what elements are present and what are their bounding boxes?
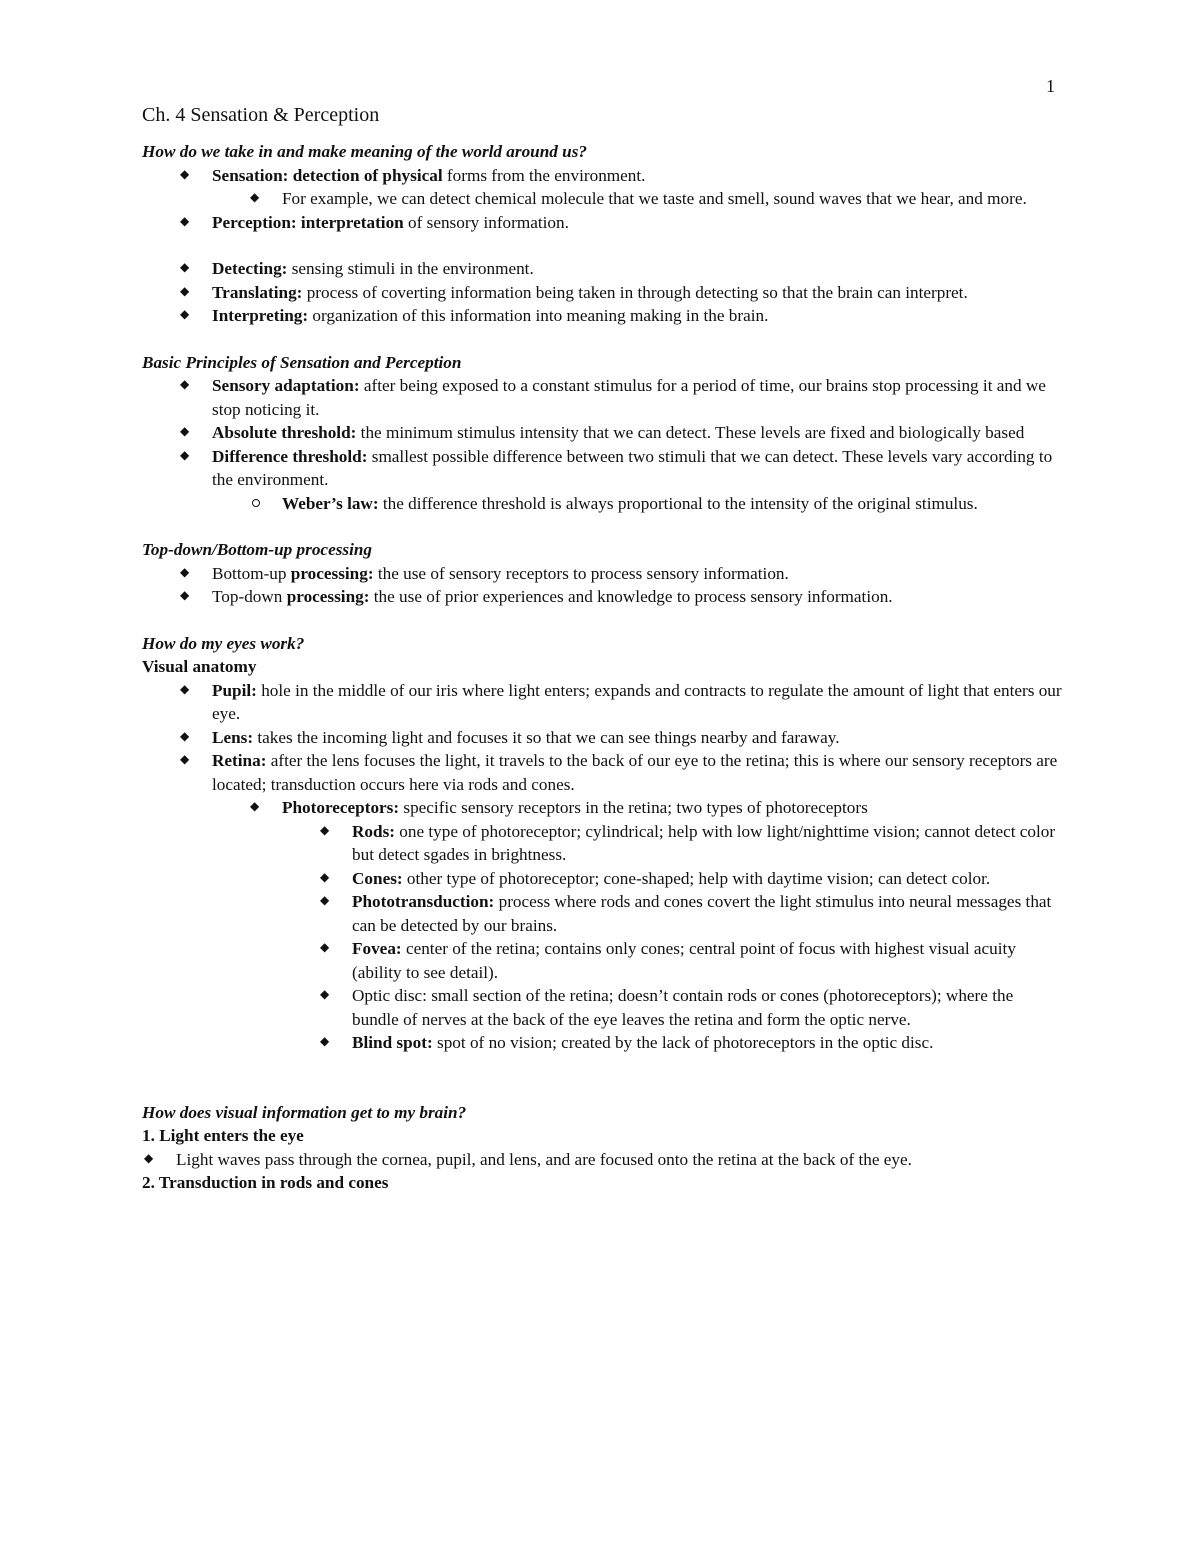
diamond-bullet-icon: ◆ bbox=[320, 893, 330, 907]
list-item-sensation: ◆ Sensation: detection of physical forms from the environment. bbox=[180, 165, 646, 185]
list-item-translating: ◆ Translating: process of coverting information being taken in through detecting so that the brain can interpret. bbox=[180, 282, 968, 302]
list-item-top-down: ◆ Top-down processing: the use of prior experiences and knowledge to process sensory information. bbox=[180, 587, 893, 606]
diamond-bullet-icon: ◆ bbox=[180, 752, 190, 766]
list-processing bbox=[142, 562, 1062, 609]
list-item-webers-law: Weber’s law: the difference threshold is always proportional to the intensity of the original stimulus. bbox=[142, 492, 1062, 516]
list-item-retina: ◆ Retina: after the lens focuses the light, it travels to the back of our eye to the retina; this is where our sensory receptors are located; transduction occurs here via rods and cones. bbox=[180, 751, 1058, 794]
list-item-fovea: ◆ Fovea: center of the retina; contains only cones; central point of focus with highest visual acuity (ability to see detail). bbox=[320, 939, 1016, 982]
diamond-bullet-icon: ◆ bbox=[320, 822, 330, 837]
list-step-1 bbox=[142, 1148, 1062, 1172]
diamond-bullet-icon: ◆ bbox=[180, 447, 190, 462]
section-heading-basic-principles: Basic Principles of Sensation and Perception bbox=[142, 352, 462, 372]
diamond-bullet-icon: ◆ bbox=[320, 987, 330, 1001]
diamond-bullet-icon: ◆ bbox=[180, 166, 190, 181]
step-heading-transduction: 2. Transduction in rods and cones bbox=[142, 1173, 389, 1192]
list-item-pupil: ◆ Pupil: hole in the middle of our iris where light enters; expands and contracts to regulate the amount of light that enters our eye. bbox=[180, 680, 1062, 723]
list-item-phototransduction: ◆ Phototransduction: process where rods and cones covert the light stimulus into neural messages that can be detected by our brains. bbox=[320, 892, 1052, 935]
diamond-bullet-icon: ◆ bbox=[180, 728, 190, 743]
list-item-light-waves: ◆ Light waves pass through the cornea, pupil, and lens, and are focused onto the retina at the back of the eye. bbox=[144, 1149, 912, 1169]
section-heading-meaning: How do we take in and make meaning of the world around us? bbox=[142, 142, 588, 161]
diamond-bullet-icon: ◆ bbox=[180, 564, 190, 579]
diamond-bullet-icon: ◆ bbox=[180, 213, 190, 228]
list-item-cones: ◆ Cones: other type of photoreceptor; cone-shaped; help with daytime vision; can detect color. bbox=[320, 868, 991, 888]
diamond-bullet-icon: ◆ bbox=[180, 260, 190, 274]
list-item-perception: ◆ Perception: interpretation of sensory information. bbox=[180, 212, 569, 232]
diamond-bullet-icon: ◆ bbox=[180, 588, 190, 602]
list-basic-principles bbox=[142, 374, 1062, 515]
diamond-bullet-icon: ◆ bbox=[180, 424, 190, 438]
section-heading-visual-info: How does visual information get to my brain? bbox=[142, 1102, 467, 1122]
diamond-bullet-icon: ◆ bbox=[180, 283, 190, 298]
list-item-rods: ◆ Rods: one type of photoreceptor; cylindrical; help with low light/nighttime vision; cannot detect color but detect sgades in brightness. bbox=[320, 821, 1056, 864]
diamond-bullet-icon: ◆ bbox=[250, 190, 260, 204]
list-processing-steps bbox=[142, 257, 1062, 328]
list-item-absolute-threshold: ◆ Absolute threshold: the minimum stimulus intensity that we can detect. These levels are fixed and biologically based bbox=[180, 423, 1025, 442]
document-title: Ch. 4 Sensation & Perception bbox=[142, 104, 380, 126]
list-item-difference-threshold: ◆ Difference threshold: smallest possible difference between two stimuli that we can detect. These levels vary according to the environment. bbox=[180, 446, 1053, 489]
list-visual-anatomy bbox=[142, 679, 1062, 1055]
list-item-optic-disc: ◆ Optic disc: small section of the retina; doesn’t contain rods or cones (photoreceptors); where the bundle of nerves at the back of the eye leaves the retina and form the optic nerve. bbox=[320, 986, 1014, 1029]
page-number: 1 bbox=[1046, 76, 1055, 96]
circle-bullet-icon bbox=[252, 499, 260, 507]
diamond-bullet-icon: ◆ bbox=[180, 307, 190, 321]
list-item-bottom-up: ◆ Bottom-up processing: the use of sensory receptors to process sensory information. bbox=[180, 563, 789, 583]
list-item-sensory-adaptation: ◆ Sensory adaptation: after being exposed to a constant stimulus for a period of time, our brains stop processing it and we stop noticing it. bbox=[180, 376, 1046, 419]
section-heading-top-down-bottom-up: Top-down/Bottom-up processing bbox=[142, 540, 372, 559]
diamond-bullet-icon: ◆ bbox=[320, 940, 330, 954]
step-heading-light-enters: 1. Light enters the eye bbox=[142, 1126, 304, 1145]
list-item-lens: ◆ Lens: takes the incoming light and focuses it so that we can see things nearby and faraway. bbox=[180, 727, 840, 747]
document-body bbox=[142, 102, 1062, 1195]
list-item-sensation-example: ◆ For example, we can detect chemical molecule that we taste and smell, sound waves that we hear, and more. bbox=[250, 189, 1027, 208]
list-item-interpreting: ◆ Interpreting: organization of this information into meaning making in the brain. bbox=[180, 306, 769, 325]
list-item-photoreceptors: ◆ Photoreceptors: specific sensory receptors in the retina; two types of photoreceptors bbox=[250, 798, 868, 817]
diamond-bullet-icon: ◆ bbox=[180, 681, 190, 696]
subheading-visual-anatomy: Visual anatomy bbox=[142, 657, 257, 676]
diamond-bullet-icon: ◆ bbox=[250, 799, 260, 813]
diamond-bullet-icon: ◆ bbox=[320, 869, 330, 884]
diamond-bullet-icon: ◆ bbox=[320, 1034, 330, 1048]
list-item-blind-spot: ◆ Blind spot: spot of no vision; created by the lack of photoreceptors in the optic disc. bbox=[320, 1033, 934, 1052]
list-sensation-perception bbox=[142, 164, 1062, 235]
diamond-bullet-icon: ◆ bbox=[144, 1150, 154, 1165]
list-item-detecting: ◆ Detecting: sensing stimuli in the environment. bbox=[180, 259, 534, 278]
section-heading-eyes: How do my eyes work? bbox=[142, 633, 305, 653]
diamond-bullet-icon: ◆ bbox=[180, 377, 190, 391]
